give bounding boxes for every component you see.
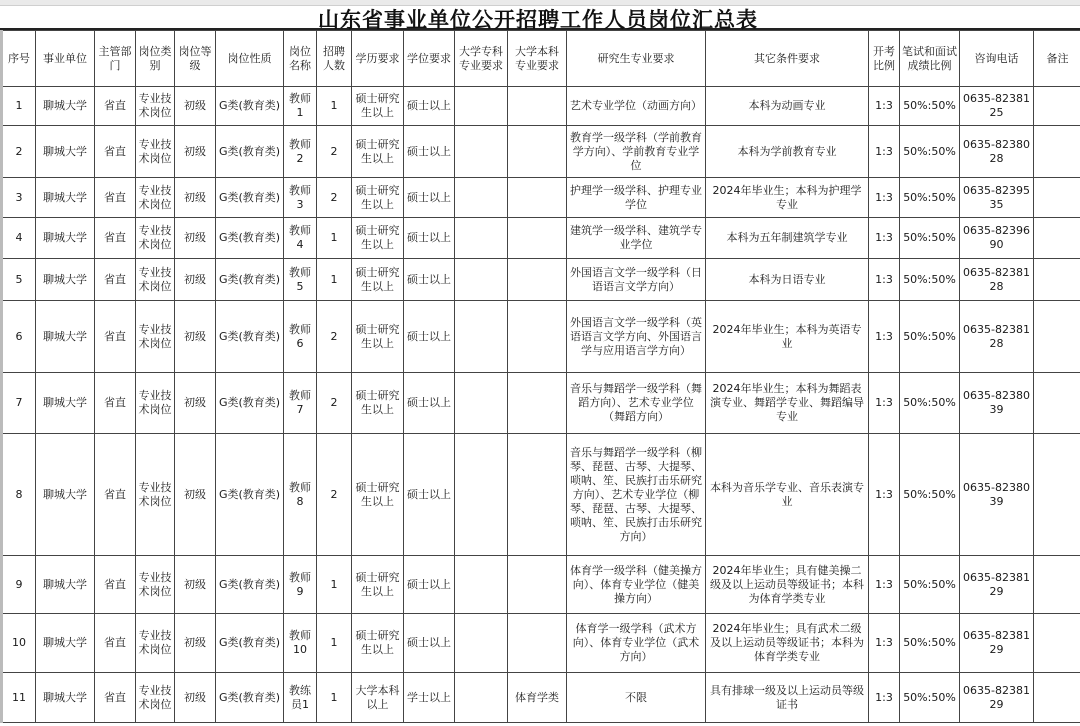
department-cell: 省直: [95, 373, 136, 434]
degree-req-cell: 硕士以上: [404, 87, 455, 126]
college-major-req-cell: [455, 126, 508, 178]
department-cell: 省直: [95, 673, 136, 723]
job-summary-table: [0, 30, 1080, 723]
recruit-count-cell: 1: [317, 556, 352, 614]
degree-req-cell: 硕士以上: [404, 301, 455, 373]
institution-cell: 聊城大学: [36, 434, 95, 556]
remarks-cell: [1034, 301, 1080, 373]
post-level-cell: 初级: [175, 673, 216, 723]
post-category-cell: 专业技术岗位: [136, 614, 175, 673]
remarks-cell: [1034, 218, 1080, 259]
exam-ratio-cell: 1:3: [869, 434, 900, 556]
remarks-cell: [1034, 556, 1080, 614]
grad-major-req-cell: 外国语言文学一级学科（英语语言文学方向、外国语言学与应用语言学方向）: [567, 301, 706, 373]
college-major-req-cell: [455, 673, 508, 723]
header-cell: 大学本科专业要求: [508, 31, 567, 87]
college-major-req-cell: [455, 373, 508, 434]
post-name-cell: 教师1: [284, 87, 317, 126]
exam-ratio-cell: 1:3: [869, 373, 900, 434]
post-nature-cell: G类(教育类): [216, 614, 284, 673]
table-row: [2, 259, 1080, 301]
grad-major-req-cell: 不限: [567, 673, 706, 723]
exam-ratio-cell: 1:3: [869, 556, 900, 614]
remarks-cell: [1034, 259, 1080, 301]
recruit-count-cell: 1: [317, 218, 352, 259]
header-row: [2, 31, 1080, 87]
department-cell: 省直: [95, 126, 136, 178]
post-name-cell: 教师7: [284, 373, 317, 434]
bachelor-major-req-cell: [508, 301, 567, 373]
header-cell: 岗位性质: [216, 31, 284, 87]
phone-cell: 0635-8238039: [960, 434, 1034, 556]
other-req-cell: 本科为学前教育专业: [706, 126, 869, 178]
post-category-cell: 专业技术岗位: [136, 373, 175, 434]
grad-major-req-cell: 音乐与舞蹈学一级学科（柳琴、琵琶、古琴、大提琴、唢呐、笙、民族打击乐研究方向）、艺术专业学位（柳琴、琵琶、古琴、大提琴、唢呐、笙、民族打击乐研究方向）: [567, 434, 706, 556]
header-cell: 岗位等级: [175, 31, 216, 87]
phone-cell: 0635-8238028: [960, 126, 1034, 178]
other-req-cell: 2024年毕业生；本科为舞蹈表演专业、舞蹈学专业、舞蹈编导专业: [706, 373, 869, 434]
department-cell: 省直: [95, 614, 136, 673]
bachelor-major-req-cell: 体育学类: [508, 673, 567, 723]
post-category-cell: 专业技术岗位: [136, 87, 175, 126]
other-req-cell: 2024年毕业生；具有武术二级及以上运动员等级证书；本科为体育学类专业: [706, 614, 869, 673]
institution-cell: 聊城大学: [36, 373, 95, 434]
serial-number-cell: 2: [2, 126, 36, 178]
header-cell: 咨询电话: [960, 31, 1034, 87]
education-req-cell: 硕士研究生以上: [352, 301, 404, 373]
grad-major-req-cell: 体育学一级学科（健美操方向）、体育专业学位（健美操方向）: [567, 556, 706, 614]
exam-ratio-cell: 1:3: [869, 673, 900, 723]
department-cell: 省直: [95, 556, 136, 614]
remarks-cell: [1034, 87, 1080, 126]
post-name-cell: 教师4: [284, 218, 317, 259]
post-level-cell: 初级: [175, 87, 216, 126]
serial-number-cell: 7: [2, 373, 36, 434]
bachelor-major-req-cell: [508, 614, 567, 673]
post-name-cell: 教师9: [284, 556, 317, 614]
header-cell: 大学专科专业要求: [455, 31, 508, 87]
serial-number-cell: 11: [2, 673, 36, 723]
grad-major-req-cell: 艺术专业学位（动画方向）: [567, 87, 706, 126]
table-row: [2, 126, 1080, 178]
degree-req-cell: 硕士以上: [404, 556, 455, 614]
institution-cell: 聊城大学: [36, 259, 95, 301]
header-cell: 事业单位: [36, 31, 95, 87]
table-row: [2, 87, 1080, 126]
bachelor-major-req-cell: [508, 178, 567, 218]
other-req-cell: 2024年毕业生；本科为英语专业: [706, 301, 869, 373]
header-cell: 岗位类别: [136, 31, 175, 87]
post-level-cell: 初级: [175, 614, 216, 673]
post-name-cell: 教师8: [284, 434, 317, 556]
post-nature-cell: G类(教育类): [216, 178, 284, 218]
post-category-cell: 专业技术岗位: [136, 178, 175, 218]
recruit-count-cell: 1: [317, 673, 352, 723]
post-nature-cell: G类(教育类): [216, 556, 284, 614]
college-major-req-cell: [455, 301, 508, 373]
exam-ratio-cell: 1:3: [869, 126, 900, 178]
post-nature-cell: G类(教育类): [216, 87, 284, 126]
institution-cell: 聊城大学: [36, 218, 95, 259]
education-req-cell: 硕士研究生以上: [352, 614, 404, 673]
exam-ratio-cell: 1:3: [869, 178, 900, 218]
header-cell: 备注: [1034, 31, 1080, 87]
department-cell: 省直: [95, 259, 136, 301]
institution-cell: 聊城大学: [36, 614, 95, 673]
education-req-cell: 硕士研究生以上: [352, 259, 404, 301]
exam-ratio-cell: 1:3: [869, 87, 900, 126]
phone-cell: 0635-8238125: [960, 87, 1034, 126]
table-row: [2, 218, 1080, 259]
header-cell: 其它条件要求: [706, 31, 869, 87]
other-req-cell: 本科为动画专业: [706, 87, 869, 126]
remarks-cell: [1034, 178, 1080, 218]
institution-cell: 聊城大学: [36, 301, 95, 373]
score-ratio-cell: 50%:50%: [900, 259, 960, 301]
post-nature-cell: G类(教育类): [216, 673, 284, 723]
score-ratio-cell: 50%:50%: [900, 614, 960, 673]
header-cell: 学历要求: [352, 31, 404, 87]
college-major-req-cell: [455, 614, 508, 673]
other-req-cell: 本科为日语专业: [706, 259, 869, 301]
institution-cell: 聊城大学: [36, 556, 95, 614]
serial-number-cell: 3: [2, 178, 36, 218]
education-req-cell: 大学本科以上: [352, 673, 404, 723]
department-cell: 省直: [95, 87, 136, 126]
recruit-count-cell: 2: [317, 301, 352, 373]
exam-ratio-cell: 1:3: [869, 301, 900, 373]
remarks-cell: [1034, 673, 1080, 723]
post-nature-cell: G类(教育类): [216, 373, 284, 434]
remarks-cell: [1034, 434, 1080, 556]
bachelor-major-req-cell: [508, 373, 567, 434]
header-cell: 笔试和面试成绩比例: [900, 31, 960, 87]
serial-number-cell: 8: [2, 434, 36, 556]
education-req-cell: 硕士研究生以上: [352, 434, 404, 556]
department-cell: 省直: [95, 178, 136, 218]
grad-major-req-cell: 护理学一级学科、护理专业学位: [567, 178, 706, 218]
post-category-cell: 专业技术岗位: [136, 301, 175, 373]
department-cell: 省直: [95, 434, 136, 556]
post-category-cell: 专业技术岗位: [136, 259, 175, 301]
degree-req-cell: 硕士以上: [404, 259, 455, 301]
other-req-cell: 2024年毕业生；本科为护理学专业: [706, 178, 869, 218]
degree-req-cell: 硕士以上: [404, 178, 455, 218]
post-name-cell: 教师5: [284, 259, 317, 301]
degree-req-cell: 学士以上: [404, 673, 455, 723]
score-ratio-cell: 50%:50%: [900, 126, 960, 178]
score-ratio-cell: 50%:50%: [900, 434, 960, 556]
department-cell: 省直: [95, 218, 136, 259]
post-level-cell: 初级: [175, 373, 216, 434]
education-req-cell: 硕士研究生以上: [352, 87, 404, 126]
grad-major-req-cell: 体育学一级学科（武术方向）、体育专业学位（武术方向）: [567, 614, 706, 673]
recruit-count-cell: 2: [317, 373, 352, 434]
remarks-cell: [1034, 373, 1080, 434]
phone-cell: 0635-8238128: [960, 301, 1034, 373]
post-level-cell: 初级: [175, 434, 216, 556]
degree-req-cell: 硕士以上: [404, 218, 455, 259]
recruit-count-cell: 1: [317, 614, 352, 673]
post-level-cell: 初级: [175, 178, 216, 218]
remarks-cell: [1034, 614, 1080, 673]
phone-cell: 0635-8239690: [960, 218, 1034, 259]
post-level-cell: 初级: [175, 218, 216, 259]
education-req-cell: 硕士研究生以上: [352, 556, 404, 614]
department-cell: 省直: [95, 301, 136, 373]
recruit-count-cell: 1: [317, 87, 352, 126]
recruit-count-cell: 2: [317, 126, 352, 178]
post-name-cell: 教师2: [284, 126, 317, 178]
post-nature-cell: G类(教育类): [216, 126, 284, 178]
post-level-cell: 初级: [175, 126, 216, 178]
serial-number-cell: 9: [2, 556, 36, 614]
college-major-req-cell: [455, 259, 508, 301]
phone-cell: 0635-8239535: [960, 178, 1034, 218]
serial-number-cell: 4: [2, 218, 36, 259]
post-name-cell: 教师3: [284, 178, 317, 218]
education-req-cell: 硕士研究生以上: [352, 178, 404, 218]
bachelor-major-req-cell: [508, 556, 567, 614]
post-nature-cell: G类(教育类): [216, 259, 284, 301]
phone-cell: 0635-8238129: [960, 614, 1034, 673]
recruit-count-cell: 1: [317, 259, 352, 301]
serial-number-cell: 6: [2, 301, 36, 373]
education-req-cell: 硕士研究生以上: [352, 126, 404, 178]
score-ratio-cell: 50%:50%: [900, 673, 960, 723]
score-ratio-cell: 50%:50%: [900, 373, 960, 434]
header-cell: 研究生专业要求: [567, 31, 706, 87]
table-row: [2, 673, 1080, 723]
college-major-req-cell: [455, 178, 508, 218]
remarks-cell: [1034, 126, 1080, 178]
score-ratio-cell: 50%:50%: [900, 218, 960, 259]
phone-cell: 0635-8238129: [960, 673, 1034, 723]
post-category-cell: 专业技术岗位: [136, 556, 175, 614]
college-major-req-cell: [455, 434, 508, 556]
header-cell: 招聘人数: [317, 31, 352, 87]
recruit-count-cell: 2: [317, 434, 352, 556]
grad-major-req-cell: 外国语言文学一级学科（日语语言文学方向）: [567, 259, 706, 301]
serial-number-cell: 1: [2, 87, 36, 126]
title-row: [0, 5, 1080, 30]
table-row: [2, 373, 1080, 434]
post-level-cell: 初级: [175, 259, 216, 301]
table-row: [2, 301, 1080, 373]
post-category-cell: 专业技术岗位: [136, 673, 175, 723]
score-ratio-cell: 50%:50%: [900, 178, 960, 218]
serial-number-cell: 5: [2, 259, 36, 301]
degree-req-cell: 硕士以上: [404, 434, 455, 556]
post-name-cell: 教练员1: [284, 673, 317, 723]
institution-cell: 聊城大学: [36, 178, 95, 218]
post-nature-cell: G类(教育类): [216, 434, 284, 556]
phone-cell: 0635-8238129: [960, 556, 1034, 614]
bachelor-major-req-cell: [508, 87, 567, 126]
college-major-req-cell: [455, 87, 508, 126]
institution-cell: 聊城大学: [36, 673, 95, 723]
college-major-req-cell: [455, 556, 508, 614]
table-row: [2, 556, 1080, 614]
degree-req-cell: 硕士以上: [404, 373, 455, 434]
header-cell: 岗位名称: [284, 31, 317, 87]
score-ratio-cell: 50%:50%: [900, 87, 960, 126]
grad-major-req-cell: 音乐与舞蹈学一级学科（舞蹈方向）、艺术专业学位（舞蹈方向）: [567, 373, 706, 434]
degree-req-cell: 硕士以上: [404, 614, 455, 673]
header-cell: 学位要求: [404, 31, 455, 87]
header-cell: 序号: [2, 31, 36, 87]
serial-number-cell: 10: [2, 614, 36, 673]
other-req-cell: 本科为音乐学专业、音乐表演专业: [706, 434, 869, 556]
header-cell: 开考比例: [869, 31, 900, 87]
bachelor-major-req-cell: [508, 259, 567, 301]
grad-major-req-cell: 建筑学一级学科、建筑学专业学位: [567, 218, 706, 259]
score-ratio-cell: 50%:50%: [900, 556, 960, 614]
college-major-req-cell: [455, 218, 508, 259]
recruit-count-cell: 2: [317, 178, 352, 218]
grad-major-req-cell: 教育学一级学科（学前教育学方向）、学前教育专业学位: [567, 126, 706, 178]
post-category-cell: 专业技术岗位: [136, 218, 175, 259]
phone-cell: 0635-8238039: [960, 373, 1034, 434]
table-row: [2, 178, 1080, 218]
bachelor-major-req-cell: [508, 218, 567, 259]
post-nature-cell: G类(教育类): [216, 301, 284, 373]
post-category-cell: 专业技术岗位: [136, 434, 175, 556]
page-title: 山东省事业单位公开招聘工作人员岗位汇总表: [318, 7, 758, 32]
institution-cell: 聊城大学: [36, 126, 95, 178]
degree-req-cell: 硕士以上: [404, 126, 455, 178]
post-level-cell: 初级: [175, 301, 216, 373]
bachelor-major-req-cell: [508, 434, 567, 556]
header-cell: 主管部门: [95, 31, 136, 87]
other-req-cell: 本科为五年制建筑学专业: [706, 218, 869, 259]
post-name-cell: 教师6: [284, 301, 317, 373]
table-row: [2, 434, 1080, 556]
post-level-cell: 初级: [175, 556, 216, 614]
phone-cell: 0635-8238128: [960, 259, 1034, 301]
post-nature-cell: G类(教育类): [216, 218, 284, 259]
education-req-cell: 硕士研究生以上: [352, 373, 404, 434]
exam-ratio-cell: 1:3: [869, 218, 900, 259]
score-ratio-cell: 50%:50%: [900, 301, 960, 373]
education-req-cell: 硕士研究生以上: [352, 218, 404, 259]
other-req-cell: 2024年毕业生；具有健美操二级及以上运动员等级证书；本科为体育学类专业: [706, 556, 869, 614]
bachelor-major-req-cell: [508, 126, 567, 178]
exam-ratio-cell: 1:3: [869, 259, 900, 301]
post-name-cell: 教师10: [284, 614, 317, 673]
exam-ratio-cell: 1:3: [869, 614, 900, 673]
table-row: [2, 614, 1080, 673]
other-req-cell: 具有排球一级及以上运动员等级证书: [706, 673, 869, 723]
institution-cell: 聊城大学: [36, 87, 95, 126]
post-category-cell: 专业技术岗位: [136, 126, 175, 178]
